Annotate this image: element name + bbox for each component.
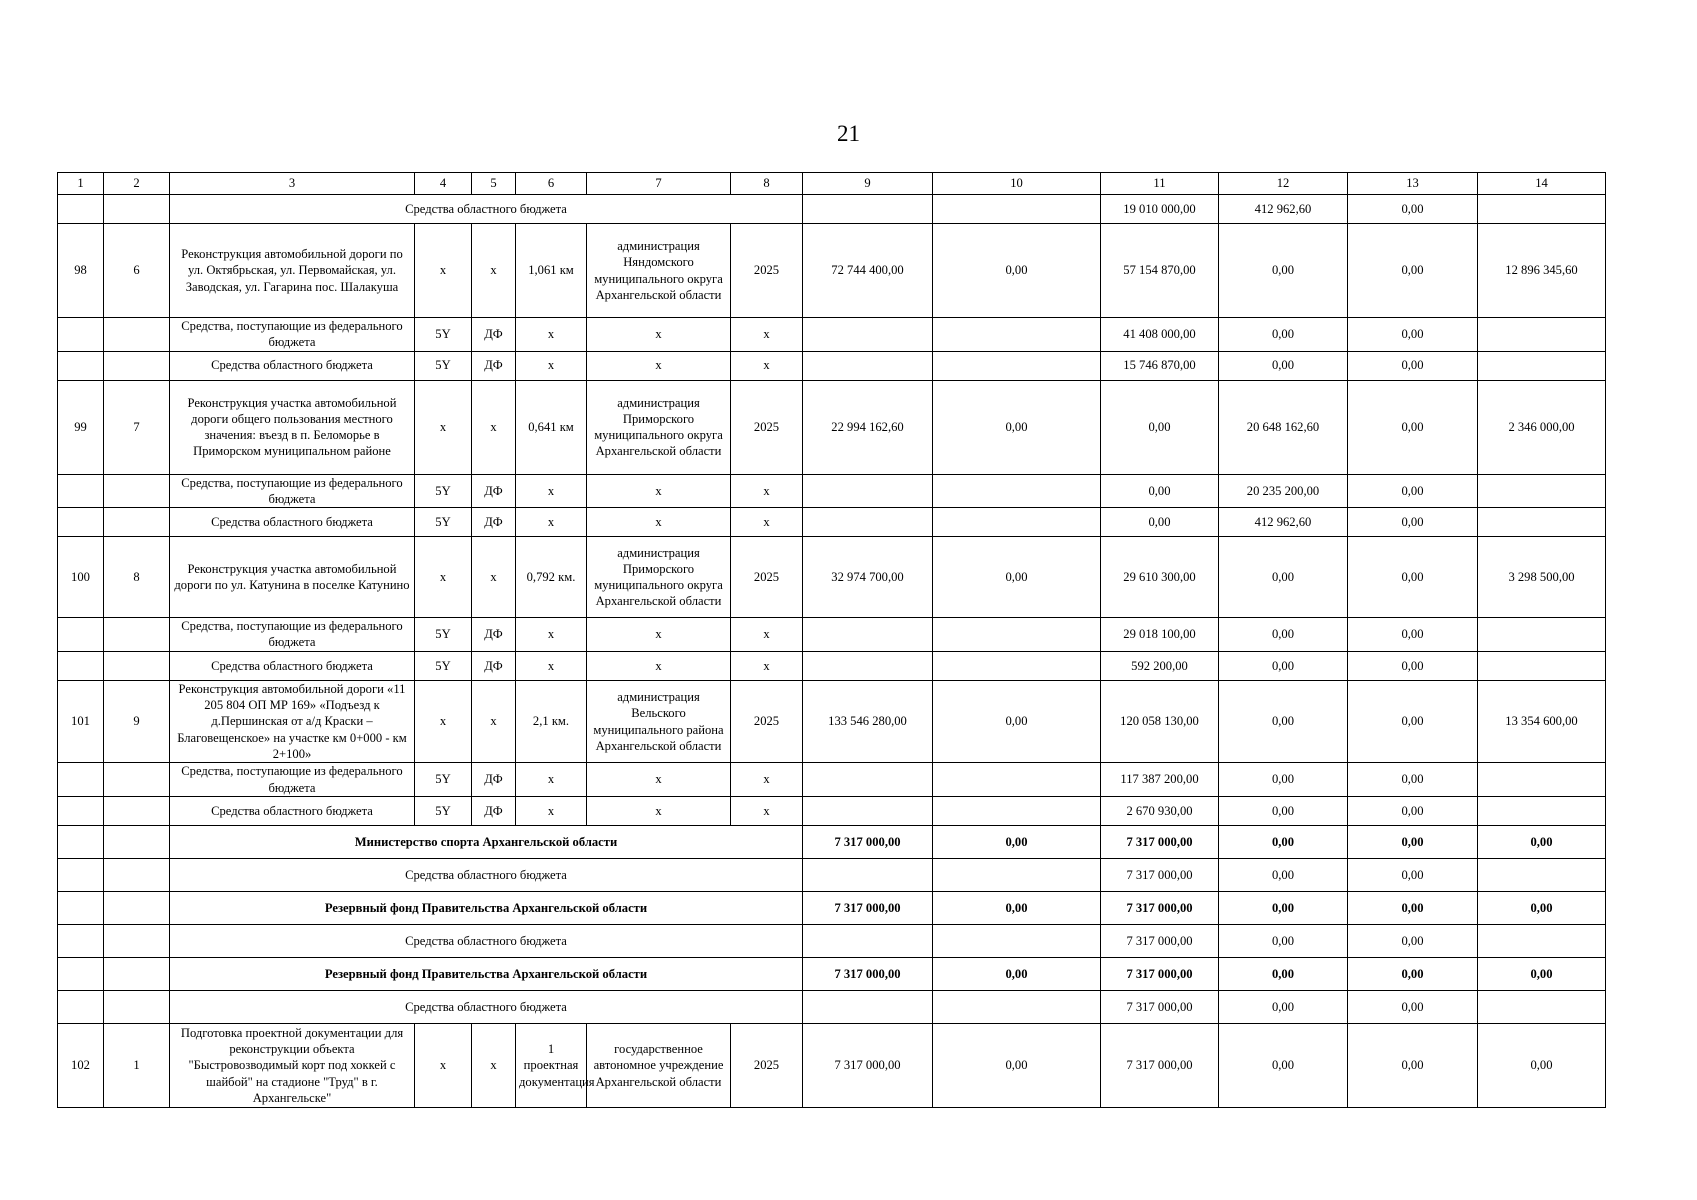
- cell-col-4: х: [415, 680, 472, 762]
- cell-col-5: ДФ: [472, 474, 516, 508]
- table-header-row: [58, 173, 1606, 195]
- cell-col-7: х: [587, 763, 731, 797]
- row-number: 99: [58, 380, 104, 474]
- cell-col-12: 0,00: [1219, 957, 1348, 990]
- cell-col-10: 0,00: [933, 680, 1101, 762]
- header-cell: 11: [1101, 173, 1219, 195]
- cell-col-6: 1,061 км: [516, 224, 587, 318]
- cell-col-8: х: [731, 318, 803, 352]
- cell-col-7: х: [587, 508, 731, 537]
- cell-col-14: 3 298 500,00: [1478, 537, 1606, 618]
- header-cell: 12: [1219, 173, 1348, 195]
- table-row: [58, 957, 1606, 990]
- cell-col-7: х: [587, 651, 731, 680]
- table-row: [58, 990, 1606, 1023]
- cell-col-11: 0,00: [1101, 508, 1219, 537]
- cell-col-11: 29 610 300,00: [1101, 537, 1219, 618]
- header-cell: 4: [415, 173, 472, 195]
- cell-col-13: 0,00: [1348, 990, 1478, 1023]
- cell-col-5: ДФ: [472, 796, 516, 825]
- cell-col-13: 0,00: [1348, 680, 1478, 762]
- cell-col-12: 0,00: [1219, 924, 1348, 957]
- cell-col-13: 0,00: [1348, 224, 1478, 318]
- cell-col-10: 0,00: [933, 825, 1101, 858]
- cell-col-7: х: [587, 351, 731, 380]
- cell-col-11: 7 317 000,00: [1101, 825, 1219, 858]
- cell-col-5: ДФ: [472, 508, 516, 537]
- cell-col-13: 0,00: [1348, 891, 1478, 924]
- cell-col-11: 41 408 000,00: [1101, 318, 1219, 352]
- header-cell: 5: [472, 173, 516, 195]
- cell-col-8: 2025: [731, 537, 803, 618]
- cell-col-12: 0,00: [1219, 224, 1348, 318]
- cell-col-10: 0,00: [933, 537, 1101, 618]
- table-row: [58, 858, 1606, 891]
- section-title: Резервный фонд Правительства Архангельской области: [170, 957, 803, 990]
- funding-source-label: Средства областного бюджета: [170, 924, 803, 957]
- cell-col-14: 0,00: [1478, 891, 1606, 924]
- cell-col-12: 0,00: [1219, 651, 1348, 680]
- cell-col-11: 7 317 000,00: [1101, 924, 1219, 957]
- cell-col-5: х: [472, 224, 516, 318]
- cell-col-11: 7 317 000,00: [1101, 858, 1219, 891]
- cell-col-8: 2025: [731, 380, 803, 474]
- cell-col-6: х: [516, 796, 587, 825]
- cell-col-12: 0,00: [1219, 537, 1348, 618]
- cell-col-11: 117 387 200,00: [1101, 763, 1219, 797]
- cell-col-14: 0,00: [1478, 1023, 1606, 1107]
- cell-col-9: 7 317 000,00: [803, 825, 933, 858]
- table-row: [58, 796, 1606, 825]
- cell-col-6: х: [516, 351, 587, 380]
- page-number: 21: [837, 121, 860, 146]
- cell-col-13: 0,00: [1348, 924, 1478, 957]
- cell-col-11: 0,00: [1101, 474, 1219, 508]
- cell-col-7: х: [587, 474, 731, 508]
- cell-col-13: 0,00: [1348, 651, 1478, 680]
- cell-col-11: 29 018 100,00: [1101, 618, 1219, 652]
- cell-col-12: 20 235 200,00: [1219, 474, 1348, 508]
- cell-col-5: х: [472, 380, 516, 474]
- cell-col-12: 0,00: [1219, 825, 1348, 858]
- cell-col-7: администрация Приморского муниципального округа Архангельской области: [587, 380, 731, 474]
- cell-col-5: х: [472, 537, 516, 618]
- header-cell: 2: [104, 173, 170, 195]
- cell-col-6: х: [516, 508, 587, 537]
- cell-col-13: 0,00: [1348, 351, 1478, 380]
- cell-col-4: 5Y: [415, 508, 472, 537]
- cell-col-13: 0,00: [1348, 537, 1478, 618]
- funding-source-label: Средства, поступающие из федерального бюджета: [170, 618, 415, 652]
- cell-col-7: х: [587, 796, 731, 825]
- cell-col-13: 0,00: [1348, 763, 1478, 797]
- cell-col-4: 5Y: [415, 763, 472, 797]
- cell-col-13: 0,00: [1348, 318, 1478, 352]
- table-row: [58, 763, 1606, 797]
- cell-col-4: 5Y: [415, 351, 472, 380]
- funding-source-label: Средства, поступающие из федерального бюджета: [170, 763, 415, 797]
- cell-col-6: 1 проектная документация: [516, 1023, 587, 1107]
- cell-col-4: х: [415, 537, 472, 618]
- cell-col-10: 0,00: [933, 380, 1101, 474]
- table-row: [58, 618, 1606, 652]
- cell-col-13: 0,00: [1348, 1023, 1478, 1107]
- object-name: Реконструкция участка автомобильной дороги по ул. Катунина в поселке Катунино: [170, 537, 415, 618]
- table-row: [58, 1023, 1606, 1107]
- cell-col-14: 0,00: [1478, 957, 1606, 990]
- cell-col-8: х: [731, 651, 803, 680]
- table-row: [58, 224, 1606, 318]
- row-number: 102: [58, 1023, 104, 1107]
- cell-col-8: х: [731, 508, 803, 537]
- row-number: 98: [58, 224, 104, 318]
- cell-col-13: 0,00: [1348, 796, 1478, 825]
- table-row: [58, 380, 1606, 474]
- cell-col-11: 15 746 870,00: [1101, 351, 1219, 380]
- cell-col-6: 0,792 км.: [516, 537, 587, 618]
- cell-col-11: 2 670 930,00: [1101, 796, 1219, 825]
- cell-col-13: 0,00: [1348, 825, 1478, 858]
- cell-col-12: 0,00: [1219, 990, 1348, 1023]
- cell-col-11: 0,00: [1101, 380, 1219, 474]
- cell-col-9: 7 317 000,00: [803, 891, 933, 924]
- cell-col-10: 0,00: [933, 1023, 1101, 1107]
- funding-source-label: Средства областного бюджета: [170, 796, 415, 825]
- cell-col-11: 120 058 130,00: [1101, 680, 1219, 762]
- cell-col-8: 2025: [731, 224, 803, 318]
- cell-col-7: х: [587, 318, 731, 352]
- cell-col-12: 0,00: [1219, 763, 1348, 797]
- cell-col-13: 0,00: [1348, 618, 1478, 652]
- cell-col-13: 0,00: [1348, 858, 1478, 891]
- cell-col-5: ДФ: [472, 763, 516, 797]
- funding-source-label: Средства областного бюджета: [170, 195, 803, 224]
- funding-source-label: Средства областного бюджета: [170, 651, 415, 680]
- cell-col-7: администрация Вельского муниципального района Архангельской области: [587, 680, 731, 762]
- table-row: [58, 680, 1606, 762]
- cell-col-5: ДФ: [472, 318, 516, 352]
- cell-col-13: 0,00: [1348, 508, 1478, 537]
- table-row: [58, 891, 1606, 924]
- cell-col-7: х: [587, 618, 731, 652]
- cell-col-4: 5Y: [415, 474, 472, 508]
- table-row: [58, 351, 1606, 380]
- cell-col-9: 72 744 400,00: [803, 224, 933, 318]
- funding-source-label: Средства, поступающие из федерального бюджета: [170, 318, 415, 352]
- cell-col-9: 32 974 700,00: [803, 537, 933, 618]
- cell-col-13: 0,00: [1348, 195, 1478, 224]
- cell-col-13: 0,00: [1348, 380, 1478, 474]
- cell-col-12: 0,00: [1219, 351, 1348, 380]
- cell-col-11: 7 317 000,00: [1101, 1023, 1219, 1107]
- cell-col-13: 0,00: [1348, 474, 1478, 508]
- cell-col-12: 0,00: [1219, 618, 1348, 652]
- cell-col-5: ДФ: [472, 651, 516, 680]
- cell-col-7: администрация Приморского муниципального округа Архангельской области: [587, 537, 731, 618]
- cell-col-12: 20 648 162,60: [1219, 380, 1348, 474]
- cell-col-5: ДФ: [472, 351, 516, 380]
- cell-col-10: 0,00: [933, 957, 1101, 990]
- cell-col-5: ДФ: [472, 618, 516, 652]
- cell-col-9: 133 546 280,00: [803, 680, 933, 762]
- cell-col-4: 5Y: [415, 618, 472, 652]
- cell-col-8: х: [731, 618, 803, 652]
- cell-col-11: 592 200,00: [1101, 651, 1219, 680]
- header-cell: 8: [731, 173, 803, 195]
- cell-col-6: х: [516, 618, 587, 652]
- cell-col-7: государственное автономное учреждение Архангельской области: [587, 1023, 731, 1107]
- funding-source-label: Средства областного бюджета: [170, 858, 803, 891]
- row-number: 101: [58, 680, 104, 762]
- cell-col-12: 0,00: [1219, 891, 1348, 924]
- row-number: 100: [58, 537, 104, 618]
- item-number: 6: [104, 224, 170, 318]
- funding-source-label: Средства областного бюджета: [170, 351, 415, 380]
- cell-col-4: 5Y: [415, 318, 472, 352]
- cell-col-5: х: [472, 680, 516, 762]
- object-name: Реконструкция автомобильной дороги по ул. Октябрьская, ул. Первомайская, ул. Заводская, ул. Гагарина пос. Шалакуша: [170, 224, 415, 318]
- cell-col-14: 2 346 000,00: [1478, 380, 1606, 474]
- header-cell: 3: [170, 173, 415, 195]
- cell-col-4: 5Y: [415, 651, 472, 680]
- table-row: [58, 318, 1606, 352]
- cell-col-11: 19 010 000,00: [1101, 195, 1219, 224]
- table-row: [58, 651, 1606, 680]
- cell-col-8: 2025: [731, 1023, 803, 1107]
- cell-col-8: х: [731, 796, 803, 825]
- cell-col-10: 0,00: [933, 224, 1101, 318]
- cell-col-4: х: [415, 224, 472, 318]
- object-name: Реконструкция автомобильной дороги «11 205 804 ОП МР 169» «Подъезд к д.Першинская от а/д Краски – Благовещенское» на участке км 0+000 - км 2+100»: [170, 680, 415, 762]
- budget-table: [57, 172, 1606, 1108]
- object-name: Подготовка проектной документации для реконструкции объекта "Быстровозводимый корт под хоккей с шайбой" на стадионе "Труд" в г. Архангельске": [170, 1023, 415, 1107]
- item-number: 1: [104, 1023, 170, 1107]
- cell-col-11: 57 154 870,00: [1101, 224, 1219, 318]
- header-cell: 7: [587, 173, 731, 195]
- cell-col-6: 2,1 км.: [516, 680, 587, 762]
- cell-col-11: 7 317 000,00: [1101, 891, 1219, 924]
- item-number: 7: [104, 380, 170, 474]
- cell-col-6: 0,641 км: [516, 380, 587, 474]
- cell-col-12: 0,00: [1219, 680, 1348, 762]
- cell-col-12: 0,00: [1219, 1023, 1348, 1107]
- funding-source-label: Средства областного бюджета: [170, 508, 415, 537]
- cell-col-14: 0,00: [1478, 825, 1606, 858]
- header-cell: 13: [1348, 173, 1478, 195]
- cell-col-8: х: [731, 474, 803, 508]
- header-cell: 10: [933, 173, 1101, 195]
- cell-col-4: 5Y: [415, 796, 472, 825]
- cell-col-6: х: [516, 651, 587, 680]
- funding-source-label: Средства, поступающие из федерального бюджета: [170, 474, 415, 508]
- cell-col-5: х: [472, 1023, 516, 1107]
- cell-col-12: 0,00: [1219, 318, 1348, 352]
- cell-col-11: 7 317 000,00: [1101, 957, 1219, 990]
- cell-col-12: 412 962,60: [1219, 508, 1348, 537]
- table-row: [58, 195, 1606, 224]
- cell-col-13: 0,00: [1348, 957, 1478, 990]
- cell-col-7: администрация Няндомского муниципального округа Архангельской области: [587, 224, 731, 318]
- cell-col-8: х: [731, 351, 803, 380]
- table-row: [58, 508, 1606, 537]
- section-title: Резервный фонд Правительства Архангельской области: [170, 891, 803, 924]
- item-number: 8: [104, 537, 170, 618]
- header-cell: 9: [803, 173, 933, 195]
- object-name: Реконструкция участка автомобильной дороги общего пользования местного значения: въезд в п. Беломорье в Приморском муниципальном районе: [170, 380, 415, 474]
- cell-col-9: 7 317 000,00: [803, 957, 933, 990]
- section-title: Министерство спорта Архангельской области: [170, 825, 803, 858]
- cell-col-11: 7 317 000,00: [1101, 990, 1219, 1023]
- cell-col-6: х: [516, 318, 587, 352]
- cell-col-12: 412 962,60: [1219, 195, 1348, 224]
- funding-source-label: Средства областного бюджета: [170, 990, 803, 1023]
- cell-col-9: 22 994 162,60: [803, 380, 933, 474]
- header-cell: 14: [1478, 173, 1606, 195]
- table-row: [58, 924, 1606, 957]
- header-cell: 6: [516, 173, 587, 195]
- cell-col-9: 7 317 000,00: [803, 1023, 933, 1107]
- cell-col-14: 13 354 600,00: [1478, 680, 1606, 762]
- cell-col-6: х: [516, 763, 587, 797]
- table-row: [58, 825, 1606, 858]
- cell-col-12: 0,00: [1219, 796, 1348, 825]
- table-row: [58, 474, 1606, 508]
- cell-col-4: х: [415, 1023, 472, 1107]
- cell-col-10: 0,00: [933, 891, 1101, 924]
- cell-col-8: х: [731, 763, 803, 797]
- cell-col-4: х: [415, 380, 472, 474]
- cell-col-12: 0,00: [1219, 858, 1348, 891]
- cell-col-6: х: [516, 474, 587, 508]
- cell-col-8: 2025: [731, 680, 803, 762]
- table-row: [58, 537, 1606, 618]
- item-number: 9: [104, 680, 170, 762]
- cell-col-14: 12 896 345,60: [1478, 224, 1606, 318]
- header-cell: 1: [58, 173, 104, 195]
